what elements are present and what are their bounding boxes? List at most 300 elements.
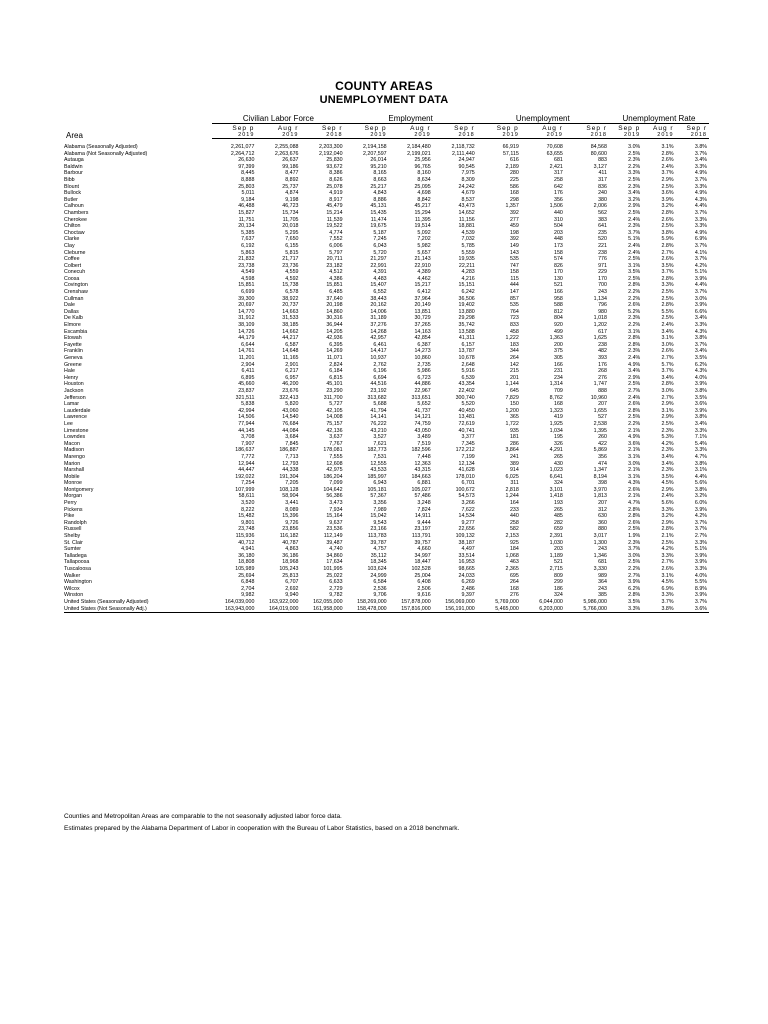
value-cell: 392 [509, 209, 519, 216]
table-row [64, 296, 709, 303]
value-cell: 57,367 [370, 493, 387, 500]
value-cell: 39,300 [238, 295, 255, 302]
value-cell: 40,712 [238, 539, 255, 546]
value-cell: 8,626 [329, 176, 343, 183]
value-cell: 14,761 [238, 348, 255, 355]
value-cell: 90,545 [458, 163, 475, 170]
value-cell: 3.5% [661, 262, 674, 269]
value-cell: 147 [509, 289, 519, 296]
value-cell: 8,842 [417, 196, 431, 203]
value-cell: 324 [554, 592, 563, 599]
value-cell: 44,179 [238, 335, 255, 342]
value-cell: 2.5% [628, 381, 641, 388]
value-cell: 9,726 [285, 519, 299, 526]
value-cell: 2.4% [661, 493, 674, 500]
month-header: Sep r [454, 125, 475, 132]
table-row [64, 540, 709, 547]
group-header-row [64, 114, 709, 124]
table-row [64, 606, 709, 613]
table-row [64, 566, 709, 573]
value-cell: 13,787 [458, 348, 475, 355]
value-cell: 5.1% [694, 269, 707, 276]
value-cell: 105,181 [367, 486, 387, 493]
area-name-cell: Colbert [64, 262, 82, 269]
value-cell: 3,970 [593, 486, 607, 493]
value-cell: 4.3% [694, 196, 707, 203]
value-cell: 8,663 [373, 176, 387, 183]
value-cell: 2,421 [549, 163, 563, 170]
value-cell: 3.8% [694, 486, 707, 493]
value-cell: 21,832 [238, 256, 255, 263]
value-cell: 12,608 [326, 460, 343, 467]
value-cell: 3.3% [694, 216, 707, 223]
area-name-cell: Sumter [64, 546, 82, 553]
area-name-cell: Baldwin [64, 163, 83, 170]
value-cell: 34,860 [326, 552, 343, 559]
value-cell: 11,751 [238, 216, 255, 223]
value-cell: 4,660 [417, 546, 431, 553]
value-cell: 265 [554, 453, 563, 460]
value-cell: 6,157 [461, 341, 475, 348]
value-cell: 40,450 [458, 407, 475, 414]
table-row [64, 507, 709, 514]
value-cell: 15,482 [238, 513, 255, 520]
unemployment-table [64, 114, 709, 613]
value-cell: 14,534 [458, 513, 475, 520]
value-cell: 2.5% [661, 315, 674, 322]
value-cell: 3,377 [461, 434, 475, 441]
value-cell: 101,995 [323, 566, 343, 572]
value-cell: 6,694 [373, 374, 387, 381]
value-cell: 4,698 [417, 190, 431, 197]
value-cell: 7,650 [285, 236, 299, 243]
value-cell: 3.3% [628, 170, 641, 177]
value-cell: 3.7% [694, 150, 707, 157]
value-cell: 21,143 [414, 256, 431, 263]
table-row [64, 269, 709, 276]
value-cell: 2,263,676 [274, 150, 299, 157]
value-cell: 104,642 [323, 486, 343, 493]
value-cell: 2.4% [661, 322, 674, 329]
value-cell: 2.4% [628, 355, 641, 361]
value-cell: 34,997 [414, 552, 431, 559]
value-cell: 3,101 [549, 486, 563, 493]
table-row [64, 487, 709, 494]
value-cell: 3.9% [694, 559, 707, 566]
value-cell: 2.5% [628, 256, 641, 263]
value-cell: 499 [554, 328, 563, 335]
value-cell: 411 [598, 170, 607, 177]
value-cell: 20,737 [282, 302, 299, 309]
area-name-cell: Franklin [64, 348, 83, 355]
area-name-cell: Chambers [64, 209, 89, 216]
value-cell: 31,912 [238, 315, 255, 322]
value-cell: 630 [598, 513, 607, 520]
value-cell: 1,222 [505, 335, 519, 342]
area-name-cell: Macon [64, 440, 80, 447]
value-cell: 2.5% [628, 209, 641, 216]
value-cell: 6.0% [694, 500, 707, 507]
value-cell: 2.5% [661, 295, 674, 302]
value-cell: 1,418 [549, 493, 563, 500]
value-cell: 6,387 [417, 341, 431, 348]
value-cell: 20,134 [238, 223, 255, 230]
value-cell: 3.5% [661, 473, 674, 480]
value-cell: 25,078 [326, 183, 343, 190]
value-cell: 19,514 [414, 223, 431, 230]
value-cell: 3.8% [694, 387, 707, 394]
value-cell: 44,145 [238, 427, 255, 434]
value-cell: 458 [509, 328, 519, 335]
table-row [64, 276, 709, 283]
value-cell: 4.2% [694, 262, 707, 269]
value-cell: 3.6% [694, 401, 707, 408]
value-cell: 463 [509, 559, 519, 566]
table-row [64, 513, 709, 520]
value-cell: 14,121 [414, 414, 431, 421]
table-row [64, 428, 709, 435]
value-cell: 4.1% [694, 249, 707, 256]
value-cell: 3.7% [694, 598, 707, 605]
value-cell: 4,483 [373, 275, 387, 282]
year-header: 2019 [521, 132, 565, 139]
year-header: 2019 [642, 132, 675, 139]
value-cell: 243 [598, 289, 607, 296]
value-cell: 3.7% [661, 598, 674, 605]
value-cell: 880 [598, 526, 607, 533]
value-cell: 723 [509, 315, 519, 322]
value-cell: 18,447 [414, 559, 431, 566]
value-cell: 95,210 [370, 163, 387, 170]
area-name-cell: Greene [64, 361, 82, 368]
value-cell: 6,203,000 [521, 606, 565, 613]
value-cell: 6,539 [461, 374, 475, 381]
value-cell: 2.9% [661, 176, 674, 183]
value-cell: 935 [509, 427, 519, 434]
value-cell: 18,881 [458, 223, 475, 230]
value-cell: 26,637 [282, 157, 299, 164]
value-cell: 6,633 [329, 579, 343, 586]
value-cell: 3.2% [694, 493, 707, 500]
value-cell: 1,323 [549, 407, 563, 414]
value-cell: 10,960 [590, 394, 607, 401]
value-cell: 3.7% [694, 242, 707, 249]
value-cell: 43,060 [282, 407, 299, 414]
value-cell: 485 [554, 513, 563, 520]
value-cell: 38,443 [370, 295, 387, 302]
area-name-cell: Choctaw [64, 229, 85, 236]
value-cell: 826 [554, 262, 563, 269]
value-cell: 521 [554, 559, 563, 566]
value-cell: 3,441 [285, 500, 299, 507]
month-header: Sep p [232, 125, 255, 132]
value-cell: 25,694 [238, 572, 255, 579]
value-cell: 168 [509, 585, 519, 592]
value-cell: 6,217 [285, 368, 299, 375]
area-name-cell: Calhoun [64, 203, 84, 210]
value-cell: 4,592 [285, 275, 299, 282]
area-name-cell: Elmore [64, 322, 81, 329]
value-cell: 26,014 [370, 157, 387, 164]
value-cell: 282 [554, 519, 563, 526]
value-cell: 796 [598, 302, 607, 309]
value-cell: 6,552 [373, 289, 387, 296]
value-cell: 4,941 [241, 546, 255, 553]
value-cell: 158,269,000 [357, 598, 387, 605]
table-row [64, 395, 709, 402]
value-cell: 172,212 [455, 447, 475, 454]
value-cell: 44,217 [282, 335, 299, 342]
value-cell: 7,621 [373, 440, 387, 447]
value-cell: 2.5% [628, 414, 641, 421]
value-cell: 3.4% [661, 328, 674, 335]
value-cell: 286 [509, 440, 519, 447]
value-cell: 14,860 [326, 308, 343, 315]
value-cell: 150 [509, 401, 519, 408]
value-cell: 37,265 [414, 322, 431, 329]
value-cell: 41,628 [458, 467, 475, 474]
value-cell: 6,395 [329, 341, 343, 348]
value-cell: 317 [598, 176, 607, 183]
value-cell: 38,922 [282, 295, 299, 302]
area-name-cell: Montgomery [64, 486, 94, 493]
value-cell: 2.6% [628, 401, 641, 408]
value-cell: 8,762 [549, 394, 563, 401]
value-cell: 3.1% [628, 262, 641, 269]
value-cell: 46,488 [238, 203, 255, 210]
area-name-cell: Lowndes [64, 434, 86, 441]
table-row [64, 223, 709, 230]
value-cell: 173 [554, 242, 563, 249]
value-cell: 2.2% [628, 163, 641, 170]
value-cell: 14,006 [370, 308, 387, 315]
table-row [64, 434, 709, 441]
value-cell: 2,264,712 [230, 150, 255, 157]
value-cell: 176 [554, 190, 563, 197]
value-cell: 45,660 [238, 381, 255, 388]
table-row [64, 441, 709, 448]
value-cell: 57,115 [502, 150, 519, 157]
value-cell: 5.9% [661, 236, 674, 243]
value-cell: 157,816,000 [389, 606, 433, 613]
value-cell: 914 [509, 467, 519, 474]
value-cell: 2.5% [661, 289, 674, 296]
value-cell: 809 [554, 572, 563, 579]
group-header-employment: Employment [345, 114, 477, 124]
value-cell: 6,485 [329, 289, 343, 296]
value-cell: 2,729 [329, 585, 343, 592]
table-row [64, 342, 709, 349]
area-name-cell: Jackson [64, 387, 84, 394]
value-cell: 20,149 [414, 302, 431, 309]
area-name-cell: Henry [64, 374, 79, 381]
area-name-cell: Randolph [64, 519, 87, 526]
value-cell: 6,641 [549, 473, 563, 480]
value-cell: 3.1% [661, 335, 674, 342]
area-name-cell: Monroe [64, 480, 82, 487]
value-cell: 6,461 [373, 341, 387, 348]
value-cell: 299 [554, 579, 563, 586]
value-cell: 700 [598, 282, 607, 289]
value-cell: 5,986 [417, 368, 431, 375]
value-cell: 15,396 [282, 513, 299, 520]
value-cell: 300,740 [455, 394, 475, 401]
value-cell: 7,907 [241, 440, 255, 447]
table-row [64, 355, 709, 362]
value-cell: 11,474 [370, 216, 387, 223]
value-cell: 14,141 [370, 414, 387, 421]
value-cell: 925 [509, 539, 519, 546]
value-cell: 3.4% [661, 453, 674, 460]
value-cell: 29,298 [458, 315, 475, 322]
value-cell: 182,773 [367, 447, 387, 454]
area-name-cell: Lauderdale [64, 407, 91, 414]
value-cell: 264 [509, 355, 519, 361]
year-header: 2019 [212, 132, 256, 139]
value-cell: 4.7% [694, 453, 707, 460]
value-cell: 1,134 [593, 295, 607, 302]
value-cell: 4,679 [461, 190, 475, 197]
area-name-cell: Russell [64, 526, 82, 533]
value-cell: 3.0% [694, 295, 707, 302]
value-cell: 46,200 [282, 381, 299, 388]
value-cell: 3.3% [694, 566, 707, 572]
value-cell: 2.2% [628, 289, 641, 296]
area-name-cell: Tuscaloosa [64, 566, 91, 572]
value-cell: 448 [554, 236, 563, 243]
value-cell: 3.2% [661, 513, 674, 520]
area-name-cell: Marion [64, 460, 81, 467]
value-cell: 588 [554, 302, 563, 309]
value-cell: 240 [598, 190, 607, 197]
value-cell: 2.5% [661, 223, 674, 230]
value-cell: 14,417 [370, 348, 387, 355]
month-header: Sep r [686, 125, 707, 132]
value-cell: 3.3% [694, 163, 707, 170]
value-cell: 2.5% [661, 539, 674, 546]
value-cell: 1,202 [593, 322, 607, 329]
value-cell: 1,189 [549, 552, 563, 559]
value-cell: 3,520 [241, 500, 255, 507]
value-cell: 38,185 [282, 322, 299, 329]
value-cell: 6.9% [661, 585, 674, 592]
value-cell: 2.8% [661, 242, 674, 249]
value-cell: 43,210 [370, 427, 387, 434]
table-row [64, 289, 709, 296]
value-cell: 14,648 [282, 348, 299, 355]
value-cell: 8.9% [694, 585, 707, 592]
value-cell: 15,164 [326, 513, 343, 520]
value-cell: 2,261,077 [230, 144, 255, 150]
value-cell: 12,555 [370, 460, 387, 467]
value-cell: 3,473 [329, 500, 343, 507]
value-cell: 19,522 [326, 223, 343, 230]
value-cell: 3.1% [628, 328, 641, 335]
table-row [64, 421, 709, 428]
value-cell: 3.4% [694, 348, 707, 355]
area-name-cell: Blount [64, 183, 80, 190]
value-cell: 42,975 [326, 467, 343, 474]
value-cell: 45,131 [370, 203, 387, 210]
value-cell: 42,854 [414, 335, 431, 342]
value-cell: 3.7% [694, 341, 707, 348]
value-cell: 582 [509, 526, 519, 533]
value-cell: 4,740 [329, 546, 343, 553]
table-row [64, 526, 709, 533]
value-cell: 36,944 [326, 322, 343, 329]
table-row [64, 250, 709, 257]
month-header: Aug r [277, 125, 299, 132]
value-cell: 178,010 [455, 473, 475, 480]
value-cell: 2.4% [628, 394, 641, 401]
value-cell: 5.5% [694, 579, 707, 586]
value-cell: 231 [554, 368, 563, 375]
value-cell: 23,166 [370, 526, 387, 533]
value-cell: 326 [554, 440, 563, 447]
value-cell: 105,027 [411, 486, 431, 493]
value-cell: 184,663 [411, 473, 431, 480]
value-cell: 4.9% [628, 434, 641, 441]
table-body [64, 139, 709, 613]
value-cell: 4.3% [694, 328, 707, 335]
value-cell: 2,391 [549, 533, 563, 540]
value-cell: 3.3% [694, 539, 707, 546]
value-cell: 14,269 [326, 348, 343, 355]
value-cell: 2.8% [661, 526, 674, 533]
value-cell: 3.7% [694, 256, 707, 263]
value-cell: 3.5% [694, 355, 707, 361]
value-cell: 25,830 [326, 157, 343, 164]
value-cell: 2,199,021 [407, 150, 431, 157]
value-cell: 113,783 [367, 533, 387, 540]
value-cell: 6,242 [461, 289, 475, 296]
value-cell: 1,925 [549, 420, 563, 427]
value-cell: 2.6% [661, 216, 674, 223]
value-cell: 14,273 [414, 348, 431, 355]
value-cell: 7,975 [461, 170, 475, 177]
area-name-cell: Lee [64, 420, 73, 427]
value-cell: 170 [554, 269, 563, 276]
value-cell: 9,184 [241, 196, 255, 203]
value-cell: 709 [554, 387, 563, 394]
value-cell: 184 [509, 546, 519, 553]
value-cell: 8,386 [329, 170, 343, 177]
value-cell: 1,506 [549, 203, 563, 210]
value-cell: 233 [509, 506, 519, 513]
area-name-cell: Geneva [64, 355, 83, 361]
value-cell: 4,291 [549, 447, 563, 454]
value-cell: 459 [509, 223, 519, 230]
value-cell: 77,944 [238, 420, 255, 427]
value-cell: 14,506 [238, 414, 255, 421]
value-cell: 192,022 [235, 473, 255, 480]
value-cell: 15,435 [370, 209, 387, 216]
value-cell: 5.6% [661, 500, 674, 507]
value-cell: 1,395 [593, 427, 607, 434]
value-cell: 6,701 [461, 480, 475, 487]
area-name-cell: Mobile [64, 473, 80, 480]
value-cell: 84,568 [590, 144, 607, 150]
value-cell: 4,843 [373, 190, 387, 197]
area-name-cell: Lamar [64, 401, 80, 408]
value-cell: 2,189 [505, 163, 519, 170]
value-cell: 46,723 [282, 203, 299, 210]
value-cell: 70,608 [546, 144, 563, 150]
value-cell: 3.7% [661, 170, 674, 177]
value-cell: 4,774 [329, 229, 343, 236]
value-cell: 25,803 [238, 183, 255, 190]
value-cell: 41,311 [458, 335, 475, 342]
